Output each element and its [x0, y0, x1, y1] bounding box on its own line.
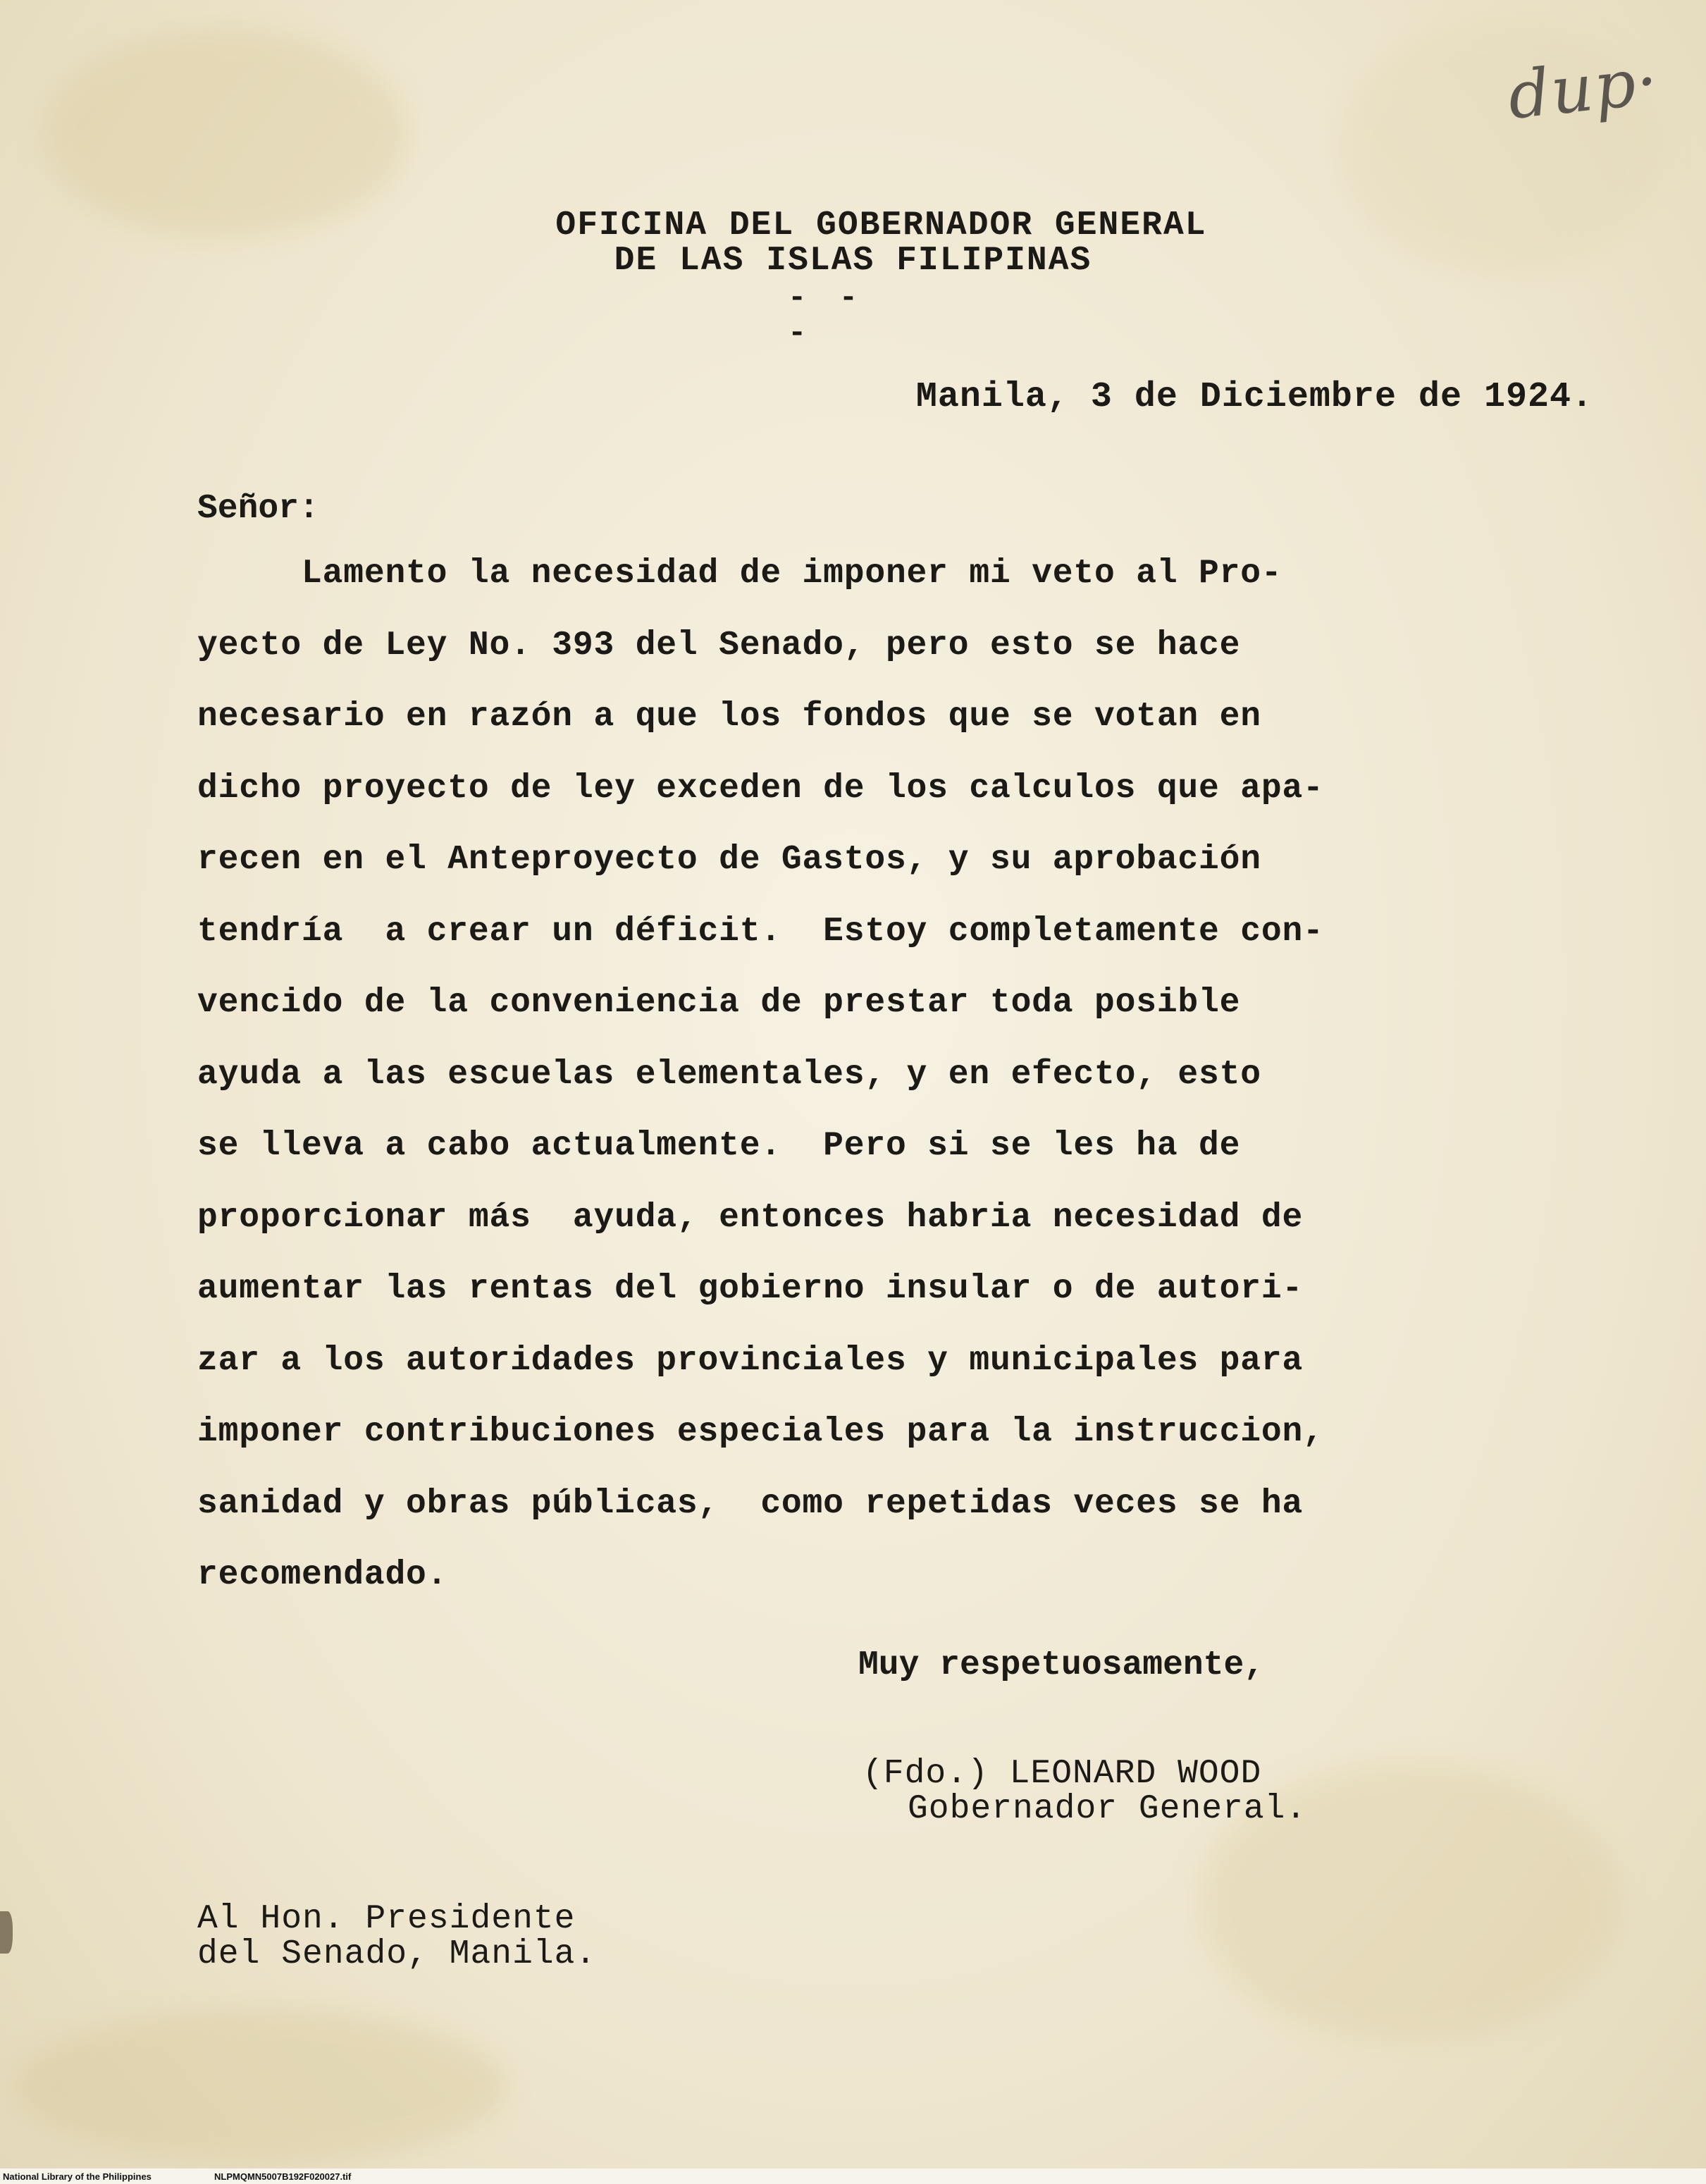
- body-line: necesario en razón a que los fondos que se votan en: [197, 698, 1261, 736]
- body-line: tendría a crear un déficit. Estoy completamente con-: [197, 913, 1324, 951]
- body-line: recen en el Anteproyecto de Gastos, y su aprobación: [197, 841, 1261, 879]
- letterhead-line-2: DE LAS ISLAS FILIPINAS: [614, 242, 1092, 280]
- closing: Muy respetuosamente,: [858, 1646, 1265, 1684]
- body-line: se lleva a cabo actualmente. Pero si se les ha de: [197, 1127, 1241, 1165]
- signature-name: (Fdo.) LEONARD WOOD: [863, 1755, 1262, 1793]
- dateline: Manila, 3 de Diciembre de 1924.: [915, 377, 1593, 417]
- body-line: imponer contribuciones especiales para la instruccion,: [197, 1413, 1324, 1451]
- addressee-line-2: del Senado, Manila.: [197, 1935, 597, 1973]
- body-line: zar a los autoridades provinciales y municipales para: [197, 1342, 1304, 1380]
- body-line: recomendado.: [197, 1556, 448, 1594]
- signature-title: Gobernador General.: [908, 1790, 1307, 1828]
- paper-stain: [42, 28, 409, 240]
- paper-stain: [14, 2009, 507, 2164]
- body-line: dicho proyecto de ley exceden de los calculos que apa-: [197, 770, 1324, 808]
- letterhead-divider: - - -: [788, 280, 865, 351]
- footer-institution: National Library of the Philippines: [3, 2171, 152, 2182]
- addressee-line-1: Al Hon. Presidente: [197, 1900, 576, 1938]
- body-line: sanidad y obras públicas, como repetidas veces se ha: [197, 1485, 1304, 1523]
- body-line: ayuda a las escuelas elementales, y en efecto, esto: [197, 1056, 1261, 1094]
- scan-footer: [0, 2168, 1706, 2184]
- body-line: Lamento la necesidad de imponer mi veto al Pro-: [197, 555, 1282, 593]
- body-line: yecto de Ley No. 393 del Senado, pero esto se hace: [197, 627, 1241, 665]
- body-line: aumentar las rentas del gobierno insular o de autori-: [197, 1270, 1304, 1308]
- body-line: vencido de la conveniencia de prestar toda posible: [197, 984, 1241, 1022]
- salutation: Señor:: [197, 490, 319, 528]
- footer-file-id: NLPMQMN5007B192F020027.tif: [214, 2171, 352, 2182]
- body-line: proporcionar más ayuda, entonces habria necesidad de: [197, 1199, 1304, 1237]
- handwritten-annotation: dup·: [1504, 43, 1663, 134]
- letterhead-line-1: OFICINA DEL GOBERNADOR GENERAL: [555, 206, 1207, 245]
- page-edge-mark: [0, 1911, 13, 1954]
